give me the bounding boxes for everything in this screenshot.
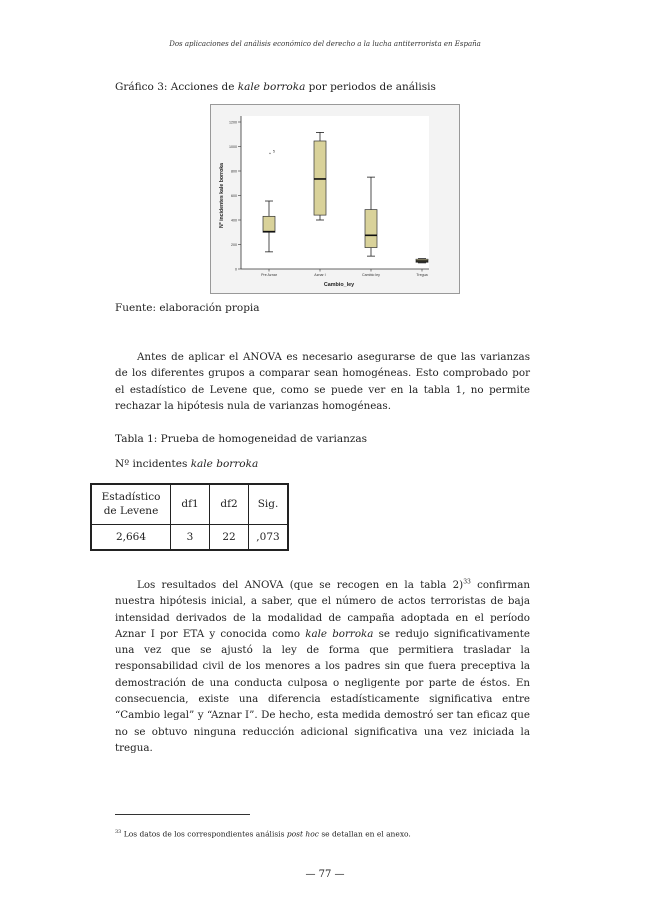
paragraph-levene: Antes de aplicar el ANOVA es necesario asegurarse de que las varianzas de los diferentes grupos a comparar sean homogéneas. Esto comprobado por el estadístico de Levene que, como se puede ver en la tabla 1, no permite rechazar la hipótesis nula de varianzas homogéneas.: [115, 351, 530, 412]
table-subtitle-prefix: Nº incidentes: [115, 458, 191, 470]
table-cell: ,073: [249, 524, 289, 550]
table-header-cell: df1: [171, 484, 210, 524]
outlier-label: 5: [273, 149, 275, 154]
x-axis-label: Cambio_ley: [323, 282, 355, 288]
footnote-text-2: se detallan en el anexo.: [318, 829, 411, 839]
boxplot-chart: [211, 105, 459, 293]
running-header: Dos aplicaciones del análisis económico del derecho a la lucha antiterrorista en España: [169, 40, 481, 48]
footnote-divider: [115, 814, 250, 815]
figure-caption-italic: kale borroka: [237, 81, 306, 93]
box: [263, 216, 275, 232]
x-tick-label: Tregua: [416, 273, 428, 277]
y-tick-label: 800: [231, 169, 237, 174]
table-cell: 22: [210, 524, 249, 550]
paragraph-anova-italic: kale borroka: [305, 627, 374, 640]
paragraph-anova-part1: Los resultados del ANOVA (que se recogen en la tabla 2): [137, 579, 464, 591]
y-axis-label: Nº incidentes kale borroka: [219, 162, 225, 229]
outlier-marker: *: [269, 151, 271, 157]
table-header-cell: Estadístico de Levene: [91, 484, 171, 524]
y-tick-label: 200: [231, 243, 237, 247]
figure-caption-suffix: por periodos de análisis: [305, 81, 436, 93]
figure-source: Fuente: elaboración propia: [115, 302, 260, 314]
table-header-row: [91, 484, 288, 524]
table-header-cell: df2: [210, 484, 249, 524]
footnote-text-1: Los datos de los correspondientes análisis: [121, 829, 287, 839]
y-tick-label: 400: [231, 218, 237, 223]
paragraph-anova-part3: se redujo significativamente una vez que se ajustó la ley de forma que permitiera trasladar la responsabilidad civil de los menores a los padres sin que fuera preceptiva la demostración de una conducta culposa o negligente por parte de éstos. En consecuencia, existe una diferencia estadísticamente significativa entre “Cambio legal” y “Aznar I”. De hecho, esta medida demostró ser tan eficaz que no se obtuvo ninguna reducción adicional significativa una vez iniciada la tregua.: [115, 627, 530, 754]
x-tick-label: Aznar I: [314, 273, 326, 277]
paragraph-anova: [115, 577, 530, 756]
footnote: [115, 829, 411, 839]
table-caption: Tabla 1: Prueba de homogeneidad de varianzas: [115, 433, 368, 445]
y-tick-label: 1000: [229, 145, 237, 149]
box: [365, 210, 377, 248]
table-header-cell: Sig.: [249, 484, 289, 524]
x-tick-label: Cambio ley: [362, 273, 380, 277]
figure-caption-prefix: Gráfico 3: Acciones de: [115, 81, 238, 93]
paragraph-anova-part2: confirman nuestra hipótesis inicial, a saber, que el número de actos terroristas de baja intensidad derivados de la modalidad de campaña adoptada en el período Aznar I por ETA y conocida como: [115, 579, 530, 640]
table-subtitle: [115, 458, 258, 470]
table-cell: 3: [171, 524, 210, 550]
y-tick-label: 1200: [229, 120, 237, 125]
box: [314, 141, 326, 215]
levene-table: [90, 483, 289, 551]
y-tick-label: 0: [235, 267, 237, 272]
page-number: — 77 —: [305, 869, 345, 880]
boxplot-figure: [210, 104, 460, 294]
footnote-reference[interactable]: 33: [463, 578, 471, 586]
x-tick-label: Pre Aznar: [261, 273, 277, 277]
footnote-italic: post hoc: [286, 829, 319, 839]
table-subtitle-italic: kale borroka: [190, 458, 259, 470]
figure-caption: [115, 81, 436, 93]
table-cell: 2,664: [91, 524, 171, 550]
y-tick-label: 600: [231, 194, 237, 198]
table-row: [91, 524, 288, 550]
footnote-number: 33: [115, 829, 122, 835]
